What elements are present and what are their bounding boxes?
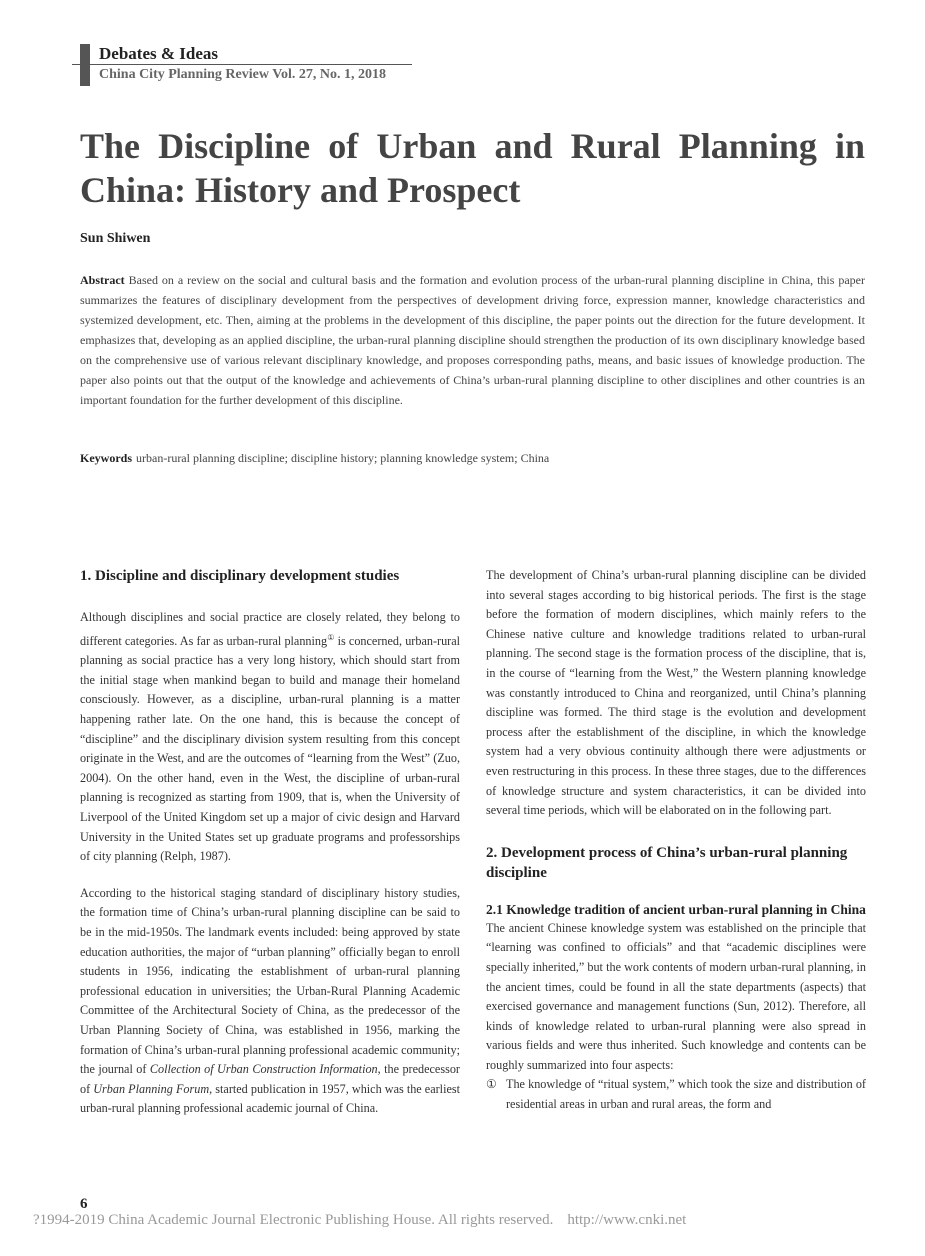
paragraph-text: Although disciplines and social practice are closely related, they belong to different categories. As far as urban-rural planning [80, 610, 460, 648]
section-1-paragraph-1 [80, 608, 460, 867]
right-column [486, 566, 866, 1115]
section-1-heading: 1. Discipline and disciplinary development studies [80, 568, 400, 584]
section-2-1-heading: 2.1 Knowledge tradition of ancient urban-rural planning in China [486, 901, 866, 917]
copyright-text: ?1994-2019 China Academic Journal Electronic Publishing House. All rights reserved. [33, 1212, 554, 1228]
left-column [80, 566, 460, 1119]
keywords-text: urban-rural planning discipline; discipline history; planning knowledge system; China [136, 451, 550, 465]
abstract [80, 270, 865, 410]
header-accent-bar [80, 44, 90, 86]
paragraph-text: , the predecessor of [80, 1062, 460, 1096]
page-number: 6 [80, 1196, 88, 1212]
article-author: Sun Shiwen [80, 231, 151, 246]
abstract-text: Based on a review on the social and cultural basis and the formation and evolution process of the urban-rural planning discipline in China, this paper summarizes the features of disciplinary development from the perspectives of development driving force, expression manner, knowledge characteristics and systemized development, etc. Then, aiming at the problems in the development of this discipline, the paper points out the direction for the future development. It emphasizes that, developing as an applied discipline, the urban-rural planning discipline should strengthen the production of its own disciplinary knowledge based on the comprehensive use of various relevant disciplinary knowledge, and proposes corresponding paths, means, and basic issues of knowledge production. The paper also points out that the output of the knowledge and achievements of China’s urban-rural planning discipline to other disciplines and other countries is an important foundation for the further development of this discipline. [80, 273, 865, 407]
paragraph-text: is concerned, urban-rural planning as social practice has a very long history, which should start from the initial stage when mankind began to build and manage their homeland consciously. However, as a discipline, urban-rural planning is a matter happening rather late. On the one hand, this is because the concept of “discipline” and the disciplinary division system resulting from this concept originate in the West, and are the outcomes of “learning from the West” (Zuo, 2004). On the other hand, even in the West, the discipline of urban-rural planning is recognized as starting from 1909, that is, when the University of Liverpool of the United Kingdom set up a major of civic design and Harvard University in the United States set up graduate programs and professorships of city planning (Relph, 1987). [80, 633, 461, 864]
article-title: The Discipline of Urban and Rural Planning in China: History and Prospect [80, 126, 865, 210]
header-rule [72, 64, 412, 65]
journal-name: Urban Planning Forum [93, 1081, 210, 1096]
stages-paragraph: The development of China’s urban-rural planning discipline can be divided into several stages according to big historical periods. The first is the stage before the formation of modern disciplines, which mainly refers to the Chinese native culture and knowledge traditions related to urban-rural planning. The second stage is the formation process of the discipline, that is, in the course of “learning from the West,” the Western planning knowledge was constantly introduced to China and reorganized, until China’s planning discipline was formed. The third stage is the evolution and development process after the establishment of the discipline, in which the knowledge system had a very obvious continuity although there were adjustments or even restructuring in this process. In these three stages, due to the differences of knowledge structure and system characteristics, it can be divided into several time periods, which will be elaborated on in the following part. [486, 568, 866, 818]
keywords-label: Keywords [80, 451, 132, 465]
list-item [486, 1075, 866, 1114]
list-marker: ① [486, 1077, 497, 1092]
abstract-label: Abstract [80, 273, 125, 287]
keywords [80, 449, 865, 467]
paragraph-text: , started publication in 1957, which was the earliest urban-rural planning professional academic journal of China. [80, 1081, 460, 1116]
section-1-paragraph-2 [80, 884, 460, 1119]
section-2-1-paragraph: The ancient Chinese knowledge system was established on the principle that “learning was confined to officials” and that “academic disciplines were specially inherited,” but the work contents of modern urban-rural planning, in the ancient times, could be found in all the state departments (aspects) that exercised governance and management functions (Sun, 2012). Therefore, all kinds of knowledge related to urban-rural planning were also spread in various fields and were thus inherited. Such knowledge and contents can be roughly summarized into four aspects: [486, 920, 866, 1072]
paragraph-text: According to the historical staging standard of disciplinary history studies, the formation time of China’s urban-rural planning discipline can be said to be in the mid-1950s. The landmark events included: being approved by state education authorities, the major of “urban planning” officially began to enroll students in 1956, indicating the establishment of urban-rural planning professional education in universities; the Urban-Rural Planning Academic Committee of the Architectural Society of China, as the predecessor of the Urban Planning Society of China, was established in 1956, marking the formation of China’s urban-rural planning professional academic community; the journal of [80, 885, 460, 1077]
footnote-marker[interactable]: ① [327, 632, 335, 642]
journal-name: Collection of Urban Construction Information [149, 1062, 378, 1077]
footer-url-link[interactable]: http://www.cnki.net [567, 1212, 687, 1228]
section-2-heading: 2. Development process of China’s urban-rural planning discipline [486, 844, 848, 881]
list-item-text: The knowledge of “ritual system,” which took the size and distribution of residential areas in urban and rural areas, the form and [506, 1077, 866, 1112]
footer-copyright [33, 1212, 686, 1229]
journal-section-label: Debates & Ideas [99, 44, 218, 63]
journal-issue-info: China City Planning Review Vol. 27, No. 1, 2018 [99, 67, 387, 82]
